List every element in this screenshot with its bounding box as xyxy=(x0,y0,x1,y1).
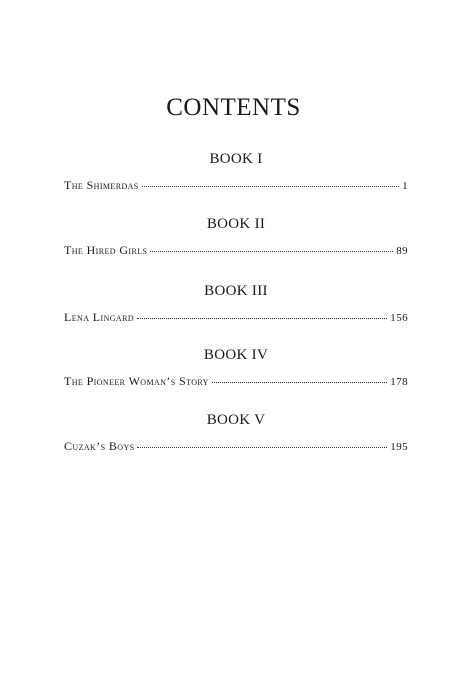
dot-leader xyxy=(150,239,393,252)
toc-section-book-1 xyxy=(64,150,408,194)
dot-leader xyxy=(212,370,387,383)
toc-entry-title: Lena Lingard xyxy=(64,310,135,324)
toc-section-book-2 xyxy=(64,215,408,259)
dot-leader xyxy=(137,435,387,448)
toc-entry[interactable] xyxy=(64,176,408,194)
toc-entry-title: The Pioneer Woman’s Story xyxy=(64,374,209,388)
toc-entry[interactable] xyxy=(64,241,408,259)
book-heading: BOOK II xyxy=(206,216,266,232)
book-heading: BOOK I xyxy=(209,151,263,167)
toc-entry-page: 1 xyxy=(402,180,408,192)
toc-entry[interactable] xyxy=(64,437,408,455)
toc-entry-page: 195 xyxy=(390,441,408,453)
dot-leader xyxy=(142,174,399,187)
toc-entry-page: 156 xyxy=(390,312,408,324)
page-title: CONTENTS xyxy=(166,94,301,121)
toc-section-book-3 xyxy=(64,282,408,326)
toc-entry[interactable] xyxy=(64,308,408,326)
toc-entry-title: The Shimerdas xyxy=(64,178,139,192)
book-heading: BOOK III xyxy=(204,283,268,299)
toc-entry-title: Cuzak’s Boys xyxy=(64,439,135,453)
toc-section-book-5 xyxy=(64,411,408,455)
book-heading: BOOK IV xyxy=(203,347,269,363)
toc-entry-page: 178 xyxy=(390,376,408,388)
toc-entry[interactable] xyxy=(64,372,408,390)
dot-leader xyxy=(137,306,387,319)
toc-entry-page: 89 xyxy=(396,245,408,257)
toc-section-book-4 xyxy=(64,346,408,390)
book-heading: BOOK V xyxy=(206,412,266,428)
toc-entry-title: The Hired Girls xyxy=(64,243,148,257)
